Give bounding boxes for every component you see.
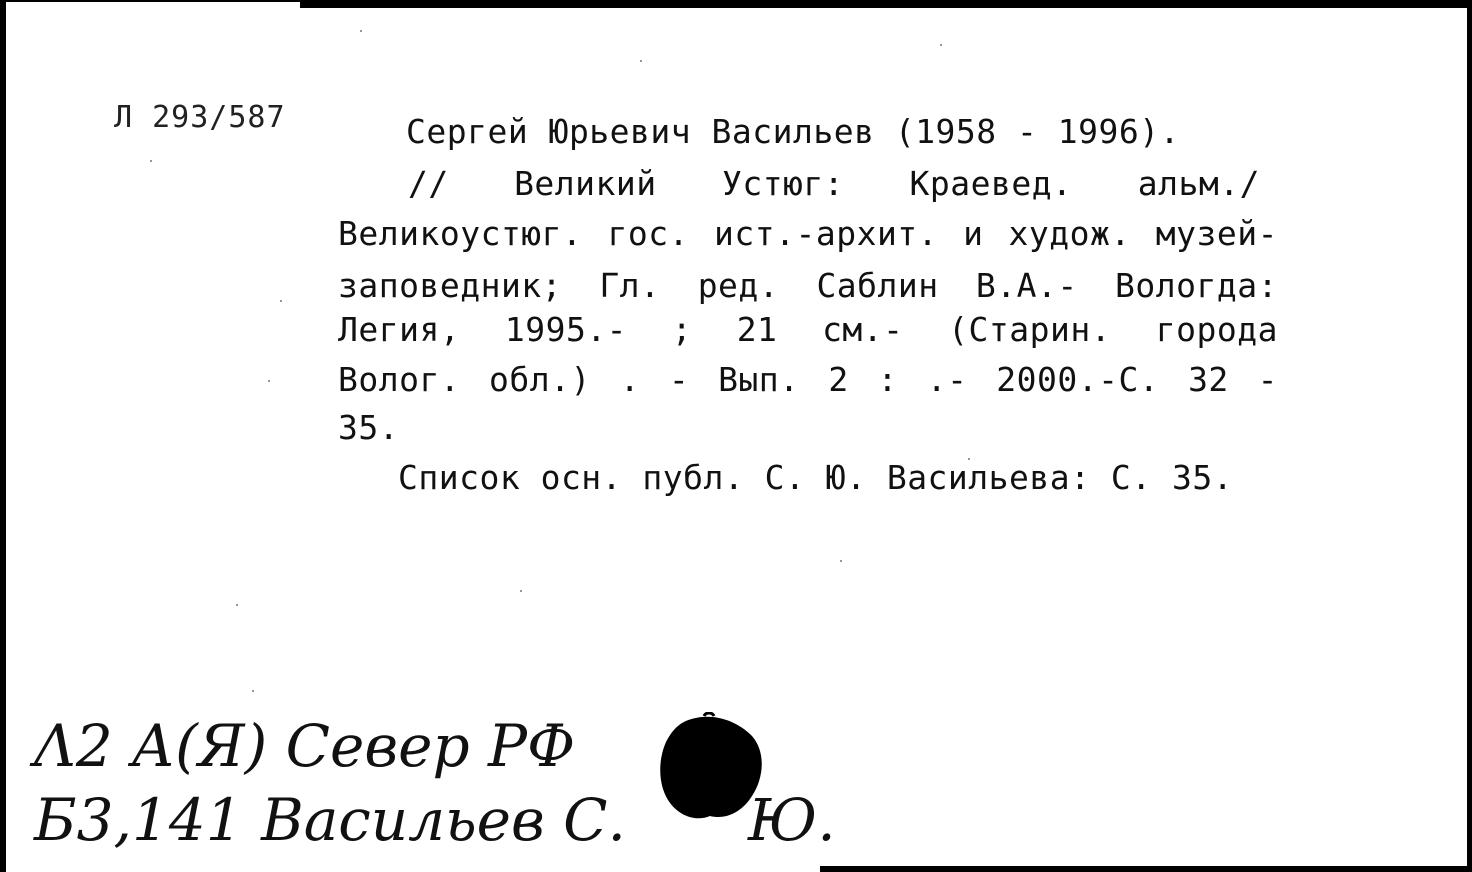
word: ; <box>671 310 693 349</box>
word: альм./ <box>1137 164 1260 203</box>
word: ред. <box>697 266 780 305</box>
author-heading: Сергей Юрьевич Васильев (1958 - 1996). <box>406 112 1180 151</box>
word: 21 <box>736 310 778 349</box>
word: и <box>963 214 984 253</box>
word: .- <box>926 360 968 399</box>
word: Волог. <box>338 360 461 399</box>
entry-line-6 <box>338 360 1278 399</box>
handwritten-initial: Ю. <box>748 786 836 854</box>
entry-line-5 <box>338 310 1278 349</box>
word: Вологда: <box>1115 266 1278 305</box>
word: Саблин <box>816 266 939 305</box>
publications-note: Список осн. публ. С. Ю. Васильева: С. 35. <box>398 458 1234 497</box>
handwritten-cutter: Б3,141 Васильев С. <box>34 786 626 854</box>
scan-speck <box>360 30 362 32</box>
word: Легия, <box>338 310 461 349</box>
word: Вып. <box>718 360 800 399</box>
scan-speck <box>280 300 282 302</box>
word: худож. <box>1008 214 1131 253</box>
scan-speck <box>268 380 270 382</box>
word: обл.) <box>489 360 591 399</box>
scan-speck <box>252 690 254 692</box>
scan-border-right <box>1467 0 1472 872</box>
word: заповедник; <box>338 266 563 305</box>
word: - <box>1257 360 1278 399</box>
scan-border-top <box>300 0 1472 8</box>
word: 2000.-С. <box>996 360 1160 399</box>
scan-border-top-left <box>0 0 300 2</box>
word: Великоустюг. <box>338 214 583 253</box>
word: // <box>408 164 449 203</box>
scan-speck <box>150 160 152 162</box>
word: музей- <box>1155 214 1278 253</box>
word: (Старин. <box>948 310 1112 349</box>
word: 32 <box>1188 360 1229 399</box>
word: 2 <box>828 360 849 399</box>
scan-speck <box>940 44 942 46</box>
ink-blot-icon <box>656 712 766 824</box>
word: Гл. <box>599 266 661 305</box>
scan-border-bottom <box>820 866 1472 872</box>
word: Краевед. <box>909 164 1073 203</box>
entry-line-3 <box>338 214 1278 253</box>
scan-speck <box>236 604 238 606</box>
call-number: Л 293/587 <box>114 100 286 135</box>
entry-line-2 <box>408 164 1260 203</box>
word: В.А.- <box>975 266 1078 305</box>
scan-speck <box>640 60 642 62</box>
word: см.- <box>822 310 904 349</box>
word: Устюг: <box>721 164 845 203</box>
word: . <box>619 360 641 399</box>
handwritten-classification: Λ2 А(Я) Север РФ <box>34 712 576 780</box>
scan-speck <box>840 560 842 562</box>
word: ист.-архит. <box>714 214 939 253</box>
word: 1995.- <box>504 310 628 349</box>
entry-line-4 <box>338 266 1278 305</box>
word: Великий <box>514 164 657 203</box>
word: города <box>1155 310 1278 349</box>
word: : <box>877 360 898 399</box>
scan-border-left <box>0 0 6 872</box>
scan-speck <box>520 590 522 592</box>
word: гос. <box>607 214 689 253</box>
word: - <box>668 360 690 399</box>
entry-line-7: 35. <box>338 408 400 447</box>
